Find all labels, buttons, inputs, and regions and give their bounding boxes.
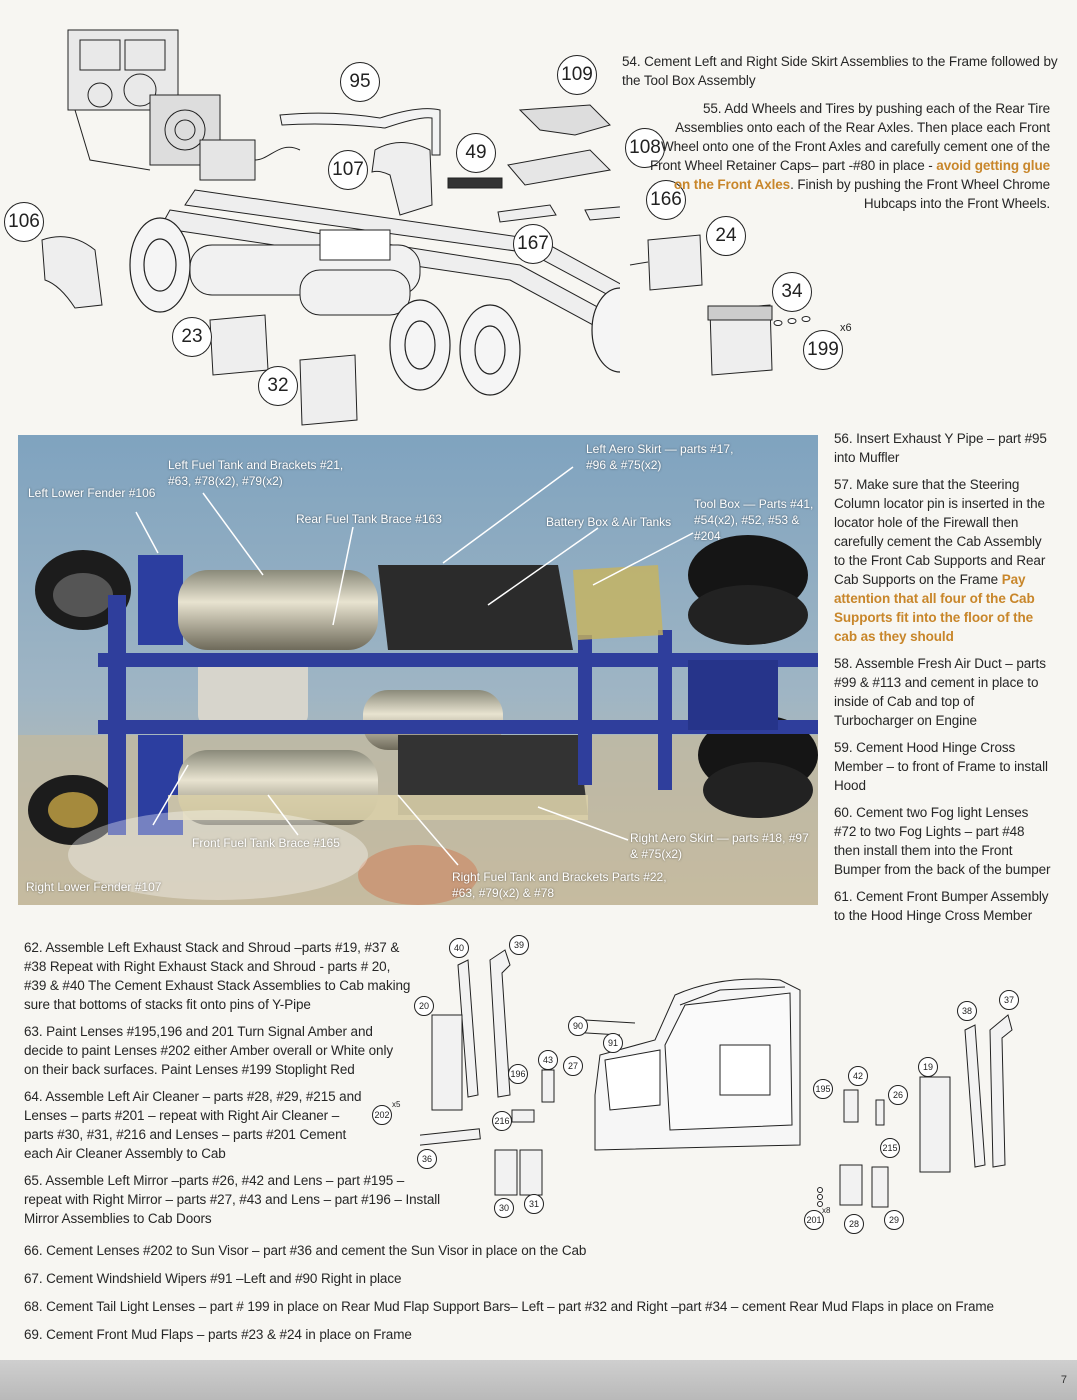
step-58 — [834, 654, 1052, 730]
chassis-photo — [18, 435, 818, 905]
callout-26: 26 — [888, 1085, 908, 1105]
mudflap-24-drawing — [648, 235, 702, 290]
part-49-drawing — [448, 178, 502, 188]
label-left-fuel-tank: Left Fuel Tank and Brackets #21, #63, #78(x2), #79(x2) — [168, 458, 344, 488]
step-text: Add Wheels and Tires by pushing each of the Rear Tire Assemblies onto each of the Rear Axles. Then place each Front Wheel onto one of the Front Axles and carefully cement one of the Front Wheel Retainer Caps– part -#80 in place - — [649, 101, 1050, 173]
step-text-end: . Finish by pushing the Front Wheel Chrome Hubcaps into the Front Wheels. — [790, 177, 1050, 211]
callout-91: 91 — [603, 1033, 623, 1053]
multiplier-x8: x8 — [822, 1206, 831, 1215]
step-59 — [834, 738, 1052, 795]
cab-exploded-diagram — [420, 935, 1040, 1245]
label-rear-fuel-brace: Rear Fuel Tank Brace #163 — [296, 512, 442, 526]
callout-195: 195 — [813, 1079, 833, 1099]
step-56 — [834, 429, 1052, 467]
callout-40: 40 — [449, 938, 469, 958]
page-number: 7 — [1060, 1374, 1067, 1386]
callout-38: 38 — [957, 1001, 977, 1021]
step-text: Cement Tail Light Lenses – part # 199 in place on Rear Mud Flap Support Bars– Left – part #32 and Right –part #34 – cement Rear Mud Flaps in place on Frame — [46, 1299, 994, 1314]
callout-27: 27 — [563, 1056, 583, 1076]
step-text: Cement Lenses #202 to Sun Visor – part #36 and cement the Sun Visor in place on the Cab — [46, 1243, 587, 1258]
step-number: 54. — [622, 54, 641, 69]
step-number: 60. — [834, 805, 853, 820]
step-number: 59. — [834, 740, 853, 755]
chassis-exploded-diagram — [0, 0, 620, 430]
step-66 — [24, 1241, 1054, 1260]
callout-202: 202 — [372, 1105, 392, 1125]
steps-56-61 — [834, 429, 1052, 925]
multiplier-x6: x6 — [840, 322, 852, 334]
multiplier-x5: x5 — [392, 1100, 401, 1109]
step-number: 58. — [834, 656, 853, 671]
callout-90: 90 — [568, 1016, 588, 1036]
label-right-fuel-tank: Right Fuel Tank and Brackets Parts #22, #63, #79(x2) & #78 — [452, 870, 667, 900]
step-text: Assemble Left Mirror –parts #26, #42 and Lens – part #195 – repeat with Right Mirror – parts #27, #43 and Lens – part #196 – Install Mirror Assemblies to Cab Doors — [24, 1173, 441, 1226]
callout-34: 34 — [772, 272, 812, 312]
callout-39: 39 — [509, 935, 529, 955]
step-54 — [622, 52, 1062, 90]
step-text: Make sure that the Steering Column locator pin is inserted in the locator hole of the Firewall then carefully cement the Cab Assembly to the Front Cab Supports and Rear Cab Supports on the Frame — [834, 477, 1046, 587]
callout-36: 36 — [417, 1149, 437, 1169]
visor-36-drawing — [420, 1129, 480, 1147]
callout-42: 42 — [848, 1066, 868, 1086]
mudflap-23-drawing — [210, 315, 268, 375]
callout-109: 109 — [557, 55, 597, 95]
step-69 — [24, 1325, 1054, 1344]
step-text: Cement Left and Right Side Skirt Assemblies to the Frame followed by the Tool Box Assembly — [622, 54, 1058, 88]
footer-bar — [0, 1360, 1077, 1400]
step-text: Assemble Left Air Cleaner – parts #28, #29, #215 and Lenses – parts #201 – repeat with Right Air Cleaner – parts #30, #31, #216 and Lenses – parts #201 Cement each Air Cleaner Assembly to Cab — [24, 1089, 362, 1161]
step-62 — [24, 938, 414, 1014]
step-text: Paint Lenses #195,196 and 201 Turn Signal Amber and decide to paint Lenses #202 either Amber overall or White only on their back surfaces. Paint Lenses #199 Stoplight Red — [24, 1024, 394, 1077]
step-number: 67. — [24, 1271, 43, 1286]
shroud-19-drawing — [920, 1077, 950, 1172]
step-number: 63. — [24, 1024, 43, 1039]
stack-39-drawing — [490, 950, 510, 1097]
part-109-drawing — [520, 105, 610, 135]
step-63 — [24, 1022, 409, 1079]
callout-49: 49 — [456, 133, 496, 173]
callout-23: 23 — [172, 317, 212, 357]
callout-108: 108 — [625, 128, 665, 168]
step-text: Assemble Left Exhaust Stack and Shroud –parts #19, #37 & #38 Repeat with Right Exhaust Stack and Shroud - parts # 20, #39 & #40 The Cement Exhaust Stack Assemblies to Cab making sure that bottoms of stacks fit onto pins of Y-Pipe — [24, 940, 411, 1012]
callout-95: 95 — [340, 62, 380, 102]
callout-24: 24 — [706, 216, 746, 256]
mudflap-32-drawing — [300, 355, 357, 425]
step-text: Cement Front Mud Flaps – parts #23 & #24 in place on Frame — [46, 1327, 412, 1342]
part-166-drawing — [585, 205, 620, 220]
callout-216: 216 — [492, 1111, 512, 1131]
callout-106: 106 — [4, 202, 44, 242]
label-front-fuel-brace: Front Fuel Tank Brace #165 — [192, 836, 340, 850]
step-67 — [24, 1269, 1054, 1288]
callout-166: 166 — [646, 180, 686, 220]
shroud-20-drawing — [432, 1015, 462, 1110]
callout-215: 215 — [880, 1138, 900, 1158]
callout-43: 43 — [538, 1050, 558, 1070]
stack-38-drawing — [965, 1025, 985, 1167]
step-text: Assemble Fresh Air Duct – parts #99 & #113 and cement in place to inside of Cab and top of Turbocharger on Engine — [834, 656, 1046, 728]
step-65 — [24, 1171, 444, 1228]
step-text: Cement Hood Hinge Cross Member – to front of Frame to install Hood — [834, 740, 1048, 793]
step-61 — [834, 887, 1052, 925]
step-text: Cement Windshield Wipers #91 –Left and #90 Right in place — [46, 1271, 402, 1286]
step-number: 66. — [24, 1243, 43, 1258]
fender-106-drawing — [42, 237, 102, 308]
label-left-aero-skirt: Left Aero Skirt — parts #17, #96 & #75(x2) — [586, 442, 734, 472]
callout-196: 196 — [508, 1064, 528, 1084]
aircleaner-30-drawing — [495, 1150, 517, 1195]
callout-37: 37 — [999, 990, 1019, 1010]
step-number: 57. — [834, 477, 853, 492]
callout-201: 201 — [804, 1210, 824, 1230]
callout-167: 167 — [513, 224, 553, 264]
aircleaner-29-drawing — [872, 1167, 888, 1207]
step-60 — [834, 803, 1052, 879]
step-57 — [834, 475, 1052, 646]
callout-29: 29 — [884, 1210, 904, 1230]
step-text: Cement Front Bumper Assembly to the Hood Hinge Cross Member — [834, 889, 1049, 923]
step-64 — [24, 1087, 369, 1163]
stack-37-drawing — [990, 1015, 1012, 1167]
fender-107-drawing — [372, 143, 432, 216]
step-number: 56. — [834, 431, 853, 446]
step-number: 68. — [24, 1299, 43, 1314]
step-warning: avoid getting glue on the Front Axles — [673, 158, 1050, 192]
label-right-aero-skirt: Right Aero Skirt — parts #18, #97 & #75(x2) — [630, 831, 809, 861]
callout-28: 28 — [844, 1214, 864, 1234]
engine-drawing — [68, 30, 300, 180]
step-number: 61. — [834, 889, 853, 904]
callout-31: 31 — [524, 1194, 544, 1214]
step-number: 55. — [702, 101, 722, 116]
callout-30: 30 — [494, 1198, 514, 1218]
part-167-drawing — [498, 205, 556, 222]
step-text: Insert Exhaust Y Pipe – part #95 into Muffler — [834, 431, 1047, 465]
step-68 — [24, 1297, 1054, 1316]
step-number: 64. — [24, 1089, 43, 1104]
step-number: 62. — [24, 940, 43, 955]
callout-19: 19 — [918, 1057, 938, 1077]
callout-20: 20 — [414, 996, 434, 1016]
label-left-lower-fender: Left Lower Fender #106 — [28, 486, 156, 500]
part-108-drawing — [508, 150, 610, 185]
callout-107: 107 — [328, 150, 368, 190]
step-55 — [640, 99, 1050, 213]
step-number: 65. — [24, 1173, 43, 1188]
callout-199: 199 — [803, 330, 843, 370]
step-number: 69. — [24, 1327, 43, 1342]
label-tool-box: Tool Box — Parts #41, #54(x2), #52, #53 & #204 — [694, 497, 814, 543]
step-warning: Pay attention that all four of the Cab Supports fit into the floor of the cab as they should — [834, 572, 1035, 644]
callout-32: 32 — [258, 366, 298, 406]
steps-66-69 — [24, 1241, 1054, 1344]
label-battery-box: Battery Box & Air Tanks — [546, 515, 672, 529]
step-text: Cement two Fog light Lenses #72 to two Fog Lights – part #48 then install them into the Front Bumper from the back of the bumper — [834, 805, 1051, 877]
aircleaner-31-drawing — [520, 1150, 542, 1195]
aircleaner-28-drawing — [840, 1165, 862, 1205]
label-right-lower-fender: Right Lower Fender #107 — [26, 880, 162, 894]
